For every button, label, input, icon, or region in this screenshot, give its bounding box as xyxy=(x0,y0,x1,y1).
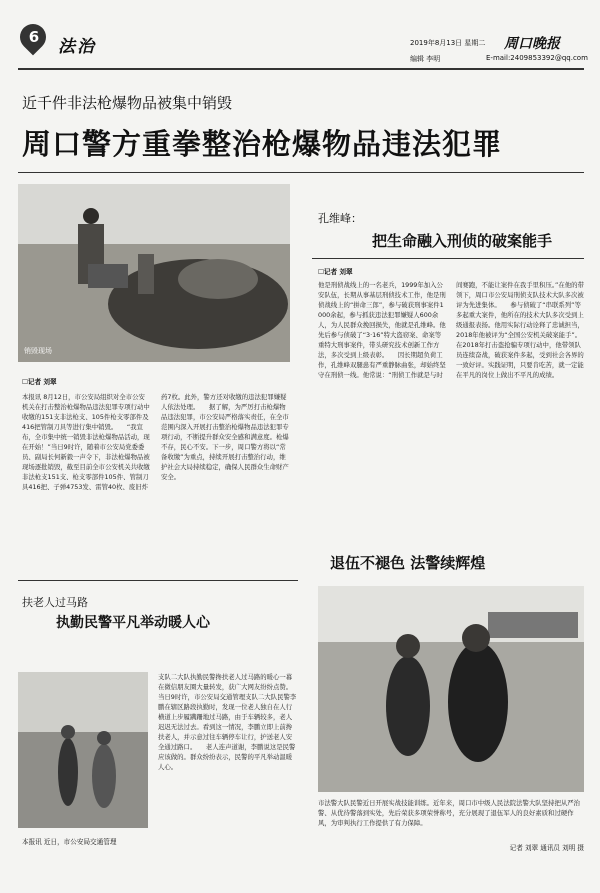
inset-rule-top xyxy=(18,580,298,581)
feature-headline: 把生命融入刑侦的破案能手 xyxy=(372,232,553,250)
main-photo-caption: 销毁现场 xyxy=(24,347,52,355)
email-line: E-mail:2409853392@qq.com xyxy=(486,54,588,62)
editor-line: 编辑 李明 xyxy=(410,55,441,63)
feature-kicker: 孔维峰： xyxy=(318,212,362,225)
training-photo xyxy=(318,586,584,792)
inset-body: 支队二大队执勤民警搀扶老人过马路的暖心一幕在微信朋友圈大量转发，获广大网友纷纷点赞。 当日9时许，市公安局交通管理支队二大队民警李鹏在辖区路段执勤时，发现一位老人独自在人行横道上步履蹒跚地过马路，由于车辆较多，老人迟迟无法过去。看到这一情况，李鹏立即上前搀扶老人，并示意过往车辆停车让行，护送老人安全通过路口。 老人连声道谢，李鹏说这是民警应该做的。群众纷纷表示，民警的平凡举动温暖人心。 xyxy=(158,673,302,771)
inset-kicker: 扶老人过马路 xyxy=(22,596,88,609)
weapons-photo-illustration xyxy=(18,184,290,362)
photo-story-credit: 记者 刘翠 通讯员 刘明 摄 xyxy=(509,844,584,852)
inset-headline: 执勤民警平凡举动暖人心 xyxy=(56,615,210,631)
photo-story-headline: 退伍不褪色 法警续辉煌 xyxy=(330,554,486,572)
inset-photo xyxy=(18,672,148,828)
date-line: 2019年8月13日 星期二 xyxy=(410,39,486,47)
main-rule xyxy=(18,172,584,173)
masthead xyxy=(0,0,600,70)
feature-rule xyxy=(312,258,584,259)
photo-story-caption: 市法警大队民警近日开展实战技能训练。近年来，周口市中级人民法院法警大队坚持把从严治警、从优待警落到实处，先后荣获多项荣誉称号，充分展现了退伍军人的良好素质和过硬作风，为审判执行工作提供了有力保障。 xyxy=(318,799,581,827)
main-kicker: 近千件非法枪爆物品被集中销毁 xyxy=(22,94,233,112)
page-number: 6 xyxy=(28,28,40,46)
feature-byline: ☐记者 刘翠 xyxy=(318,268,353,276)
header-rule xyxy=(18,68,584,70)
main-byline: ☐记者 刘翠 xyxy=(22,378,57,386)
paper-brand: 周口晚报 xyxy=(504,36,560,52)
inset-lead: 本报讯 近日，市公安局交通管理 xyxy=(22,838,117,846)
feature-body: 他是刑侦战线上的一名老兵，1999年加入公安队伍，长期从事基层刑侦技术工作，他是刑侦战线上的“拼命三郎”，参与破获刑事案件1000余起，参与抓获违法犯罪嫌疑人600余人，为人民群众挽回损失，他就是孔维峰。他先后参与侦破了“3·16”特大盗窃案、命案等重特大刑事案件，带头研究技术创新工作方法，多次受到上级表彰。 因长期超负荷工作，孔维峰双腿患有严重静脉曲张，却始终坚守在刑侦一线。他常说：“刑侦工作就是与时间赛跑，不能让案件在我手里积压。”在他的带领下，周口市公安局刑侦支队技术大队多次被评为先进集体。 参与侦破了“串联系列”等多起重大案件，他所在的技术大队多次受到上级通报表扬。他用实际行动诠释了忠诚担当，2018年他被评为“全国公安机关破案能手”。在2018年打击盗抢骗专项行动中，他带领队员连续奋战，破获案件多起，受到社会各界的一致好评。实践证明，只要肯吃苦，就一定能在平凡的岗位上做出不平凡的成绩。 xyxy=(318,281,584,379)
section-title: 法治 xyxy=(58,37,96,57)
main-photo xyxy=(18,184,290,362)
training-photo-illustration xyxy=(318,586,584,792)
main-body: 本报讯 8月12日，市公安局组织对全市公安机关在打击整治枪爆物品违法犯罪专项行动中收缴的151支非法枪支、105件枪支零部件及416把管制刀具等进行集中销毁。 “我宣布，全市集中统一销毁非法枪爆物品活动，现在开始！”当日9时许，随着市公安局党委委员、副局长何新毅一声令下，非法枪爆物品被现场逐批销毁，截至目前全市公安机关共收缴非法枪支151支、枪支零部件105件、管制刀具416把、子弹4753发、雷管40枚、废旧炸药7枚。此外，警方还对收缴的违法犯罪嫌疑人依法处理。 据了解，为严厉打击枪爆物品违法犯罪，市公安局严格落实责任，在全市范围内深入开展打击整治枪爆物品违法犯罪专项行动，不断提升群众安全感和满意度。枪爆不存，民心不安。下一步，周口警方将以“常备收缴”为重点，持续开展打击整治行动，维护社会大局持续稳定，确保人民群众生命财产安全。 xyxy=(22,393,289,491)
inset-photo-illustration xyxy=(18,672,148,828)
main-headline: 周口警方重拳整治枪爆物品违法犯罪 xyxy=(22,127,503,161)
